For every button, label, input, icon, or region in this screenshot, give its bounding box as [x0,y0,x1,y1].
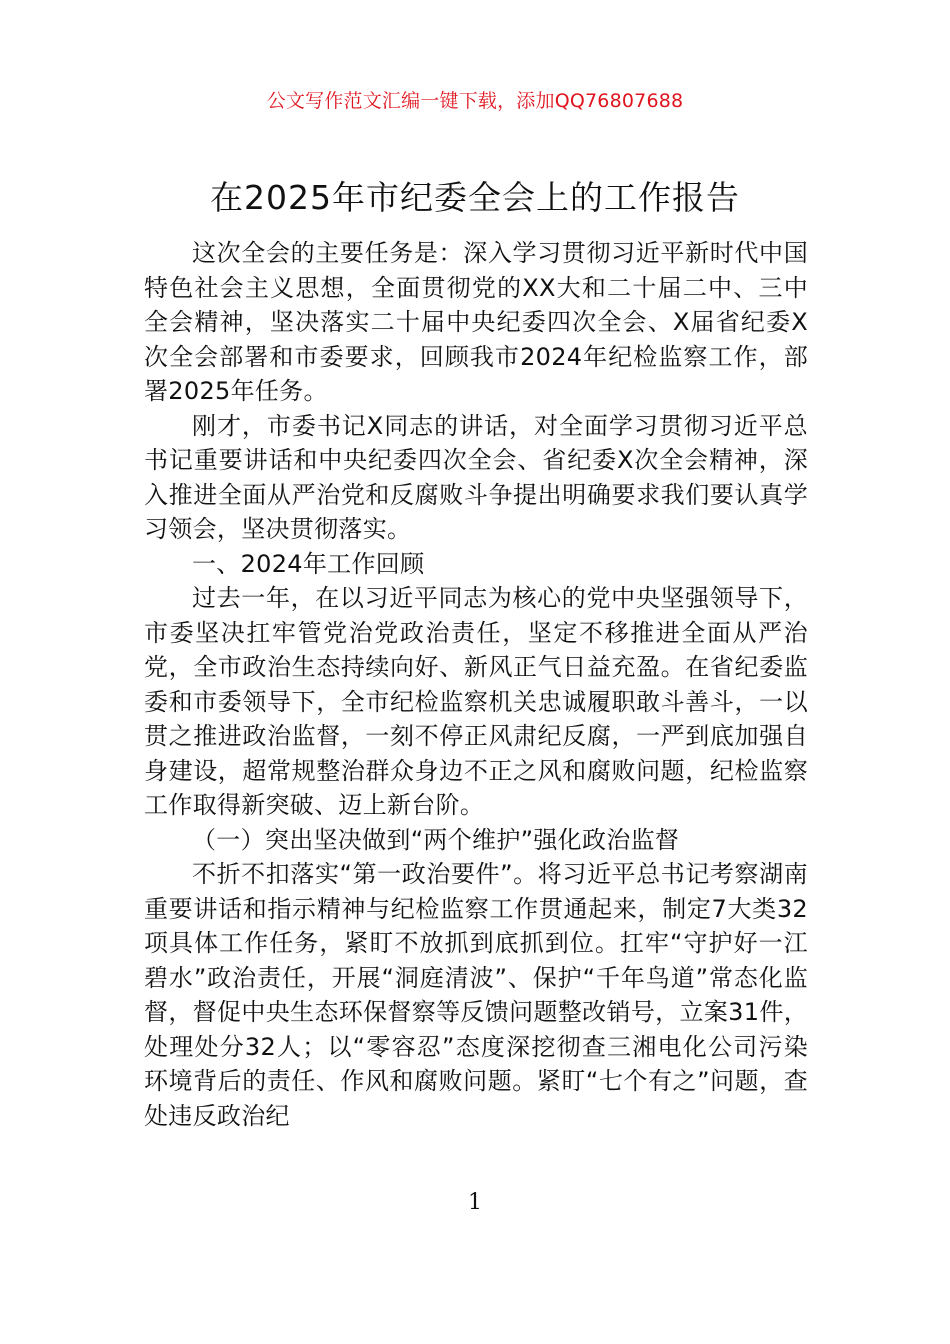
watermark-text: 公文写作范文汇编一键下载，添加QQ76807688 [266,90,684,112]
subsection-paragraph: 不折不扣落实“第一政治要件”。将习近平总书记考察湖南重要讲话和指示精神与纪检监察工作贯通起来，制定7大类32项具体工作任务，紧盯不放抓到底抓到位。扛牢“守护好一江碧水”政治责任，开展“洞庭清波”、保护“千年鸟道”常态化监督，督促中央生态环保督察等反馈问题整改销号，立案31件，处理处分32人；以“零容忍”态度深挖彻查三湘电化公司污染环境背后的责任、作风和腐败问题。紧盯“七个有之”问题，查处违反政治纪 [144,860,808,1130]
document-body [144,236,808,1133]
subsection-heading: （一）突出坚决做到“两个维护”强化政治监督 [192,825,680,854]
document-title: 在2025年市纪委全会上的工作报告 [210,178,740,217]
page-number: 1 [468,1190,482,1215]
intro-paragraph: 这次全会的主要任务是：深入学习贯彻习近平新时代中国特色社会主义思想，全面贯彻党的XX大和二十届二中、三中全会精神，坚决落实二十届中央纪委四次全会、X届省纪委X次全会部署和市委要求，回顾我市2024年纪检监察工作，部署2025年任务。 [144,239,808,405]
secretary-speech-paragraph: 刚才，市委书记X同志的讲话，对全面学习贯彻习近平总书记重要讲话和中央纪委四次全会、省纪委X次全会精神，深入推进全面从严治党和反腐败斗争提出明确要求我们要认真学习领会，坚决贯彻落实。 [144,411,808,543]
section-heading: 一、2024年工作回顾 [192,549,425,578]
section-paragraph: 过去一年，在以习近平同志为核心的党中央坚强领导下，市委坚决扛牢管党治党政治责任，坚定不移推进全面从严治党，全市政治生态持续向好、新风正气日益充盈。在省纪委监委和市委领导下，全市纪检监察机关忠诚履职敢斗善斗，一以贯之推进政治监督，一刻不停正风肃纪反腐，一严到底加强自身建设，超常规整治群众身边不正之风和腐败问题，纪检监察工作取得新突破、迈上新台阶。 [144,584,808,819]
